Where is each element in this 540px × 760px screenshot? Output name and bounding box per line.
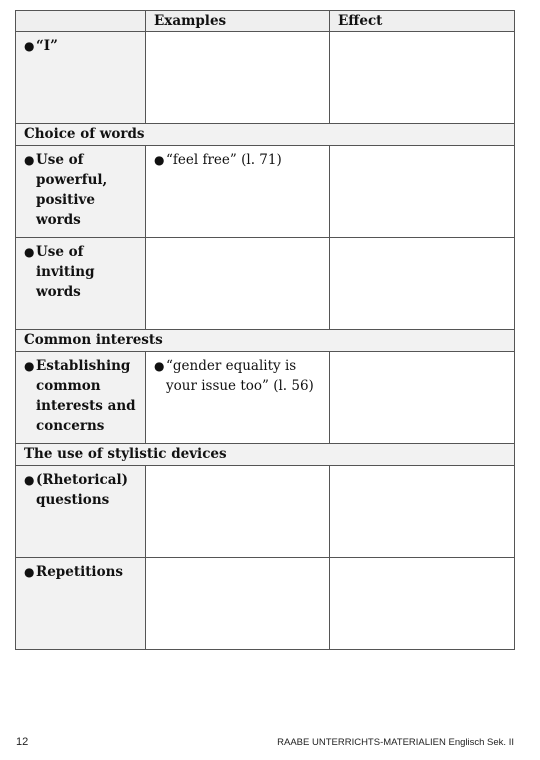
aspect-label: Use of inviting words [36, 244, 95, 300]
aspect-label: (Rhetorical) questions [36, 472, 128, 508]
aspect-label: “I” [36, 38, 58, 54]
section-row-stylistic-devices [16, 444, 515, 466]
effect-cell[interactable] [330, 558, 515, 650]
header-aspect [16, 11, 146, 32]
table-row-inviting-words [16, 238, 515, 330]
aspect-cell [16, 558, 146, 650]
effect-cell[interactable] [330, 238, 515, 330]
section-label: Choice of words [16, 124, 515, 146]
bullet-icon: ● [24, 359, 35, 373]
aspect-label: Establishing common interests and concerns [36, 358, 136, 434]
effect-cell[interactable] [330, 466, 515, 558]
aspect-cell [16, 146, 146, 238]
effect-cell[interactable] [330, 146, 515, 238]
table-row-i [16, 32, 515, 124]
examples-cell[interactable] [146, 146, 330, 238]
section-row-common-interests [16, 330, 515, 352]
examples-cell[interactable] [146, 238, 330, 330]
effect-cell[interactable] [330, 352, 515, 444]
bullet-icon: ● [154, 359, 165, 373]
bullet-icon: ● [24, 39, 35, 53]
example-text: “gender equality is your issue too” (l. 56) [166, 358, 314, 394]
effect-cell[interactable] [330, 32, 515, 124]
examples-cell[interactable] [146, 466, 330, 558]
aspect-cell [16, 466, 146, 558]
header-examples: Examples [146, 11, 330, 32]
examples-cell[interactable] [146, 32, 330, 124]
bullet-icon: ● [24, 245, 35, 259]
examples-cell[interactable] [146, 558, 330, 650]
aspect-cell [16, 32, 146, 124]
table-row-common-interests [16, 352, 515, 444]
table-row-rhetorical-questions [16, 466, 515, 558]
section-label: Common interests [16, 330, 515, 352]
publisher-footer: RAABE UNTERRICHTS-MATERIALIEN Englisch Sek. II [277, 737, 514, 748]
bullet-icon: ● [154, 153, 165, 167]
table-row-powerful-words [16, 146, 515, 238]
table-header-row [16, 11, 515, 32]
aspect-label: Repetitions [36, 564, 123, 580]
aspect-cell [16, 238, 146, 330]
analysis-table [15, 10, 515, 650]
section-label: The use of stylistic devices [16, 444, 515, 466]
example-text: “feel free” (l. 71) [166, 152, 282, 168]
bullet-icon: ● [24, 473, 35, 487]
page-number: 12 [16, 736, 29, 748]
bullet-icon: ● [24, 153, 35, 167]
table-row-repetitions [16, 558, 515, 650]
aspect-label: Use of powerful, positive words [36, 152, 108, 228]
header-effect: Effect [330, 11, 515, 32]
section-row-choice-of-words [16, 124, 515, 146]
aspect-cell [16, 352, 146, 444]
bullet-icon: ● [24, 565, 35, 579]
examples-cell[interactable] [146, 352, 330, 444]
